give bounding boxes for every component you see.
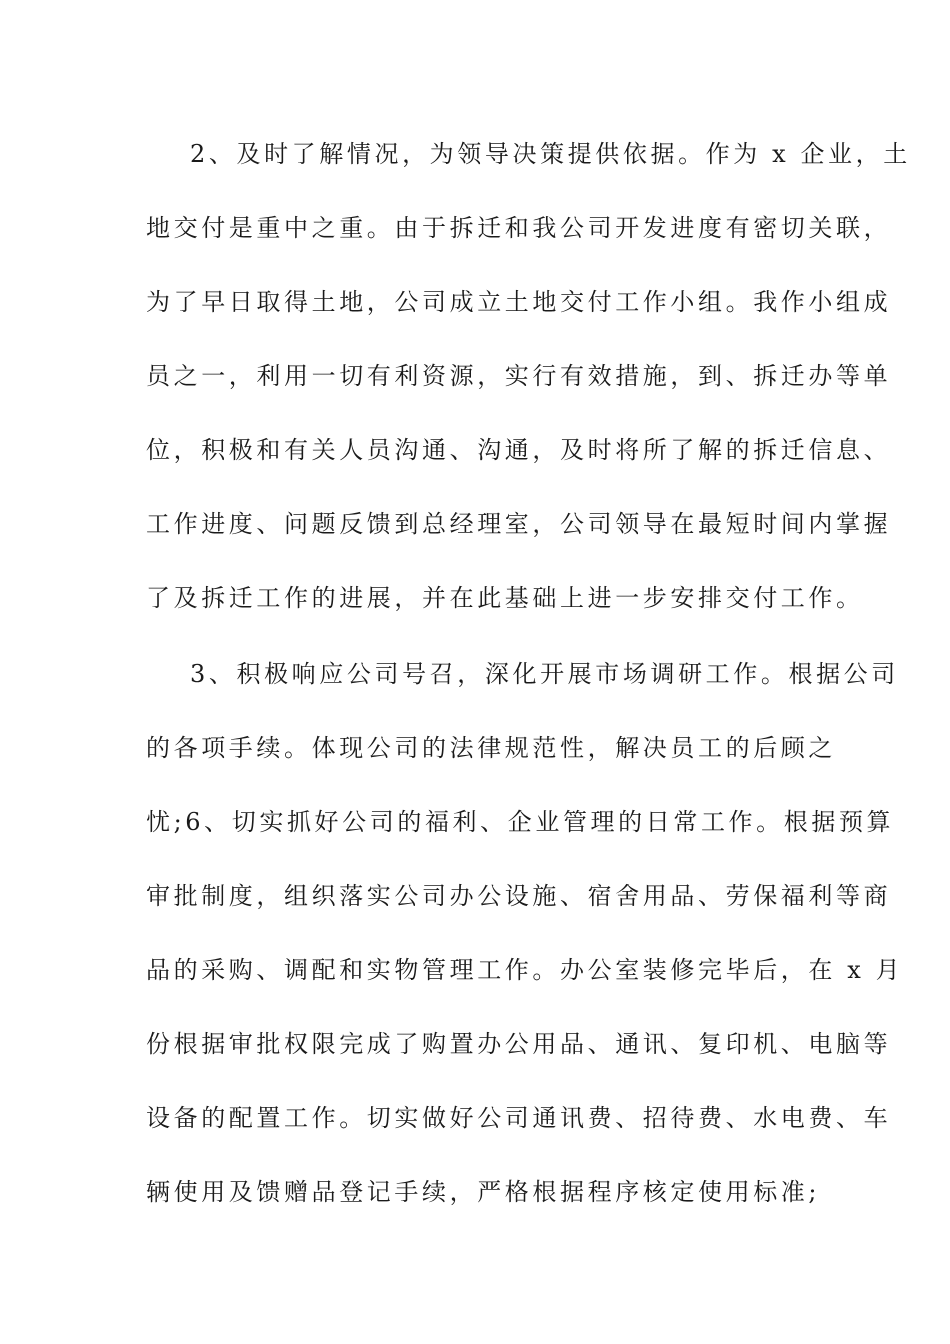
text-line: 份根据审批权限完成了购置办公用品、通讯、复印机、电脑等 <box>146 1030 892 1058</box>
text-line: 员之一，利用一切有利资源，实行有效措施，到、拆迁办等单 <box>146 362 892 390</box>
text-line: 2、及时了解情况，为领导决策提供依据。作为 x 企业，土 <box>190 140 911 168</box>
text-line: 为了早日取得土地，公司成立土地交付工作小组。我作小组成 <box>146 288 892 316</box>
text-line: 忧;6、切实抓好公司的福利、企业管理的日常工作。根据预算 <box>146 808 895 836</box>
text-line: 了及拆迁工作的进展，并在此基础上进一步安排交付工作。 <box>146 584 864 612</box>
text-line: 工作进度、问题反馈到总经理室，公司领导在最短时间内掌握 <box>146 510 892 538</box>
text-line: 辆使用及馈赠品登记手续，严格根据程序核定使用标准; <box>146 1178 821 1206</box>
text-line: 审批制度，组织落实公司办公设施、宿舍用品、劳保福利等商 <box>146 882 892 910</box>
text-line: 的各项手续。体现公司的法律规范性，解决员工的后顾之 <box>146 734 836 762</box>
text-line: 设备的配置工作。切实做好公司通讯费、招待费、水电费、车 <box>146 1104 892 1132</box>
text-line: 品的采购、调配和实物管理工作。办公室装修完毕后，在 x 月 <box>146 956 904 984</box>
text-line: 位，积极和有关人员沟通、沟通，及时将所了解的拆迁信息、 <box>146 436 892 464</box>
text-line: 3、积极响应公司号召，深化开展市场调研工作。根据公司 <box>190 660 899 688</box>
text-line: 地交付是重中之重。由于拆迁和我公司开发进度有密切关联， <box>146 214 892 242</box>
